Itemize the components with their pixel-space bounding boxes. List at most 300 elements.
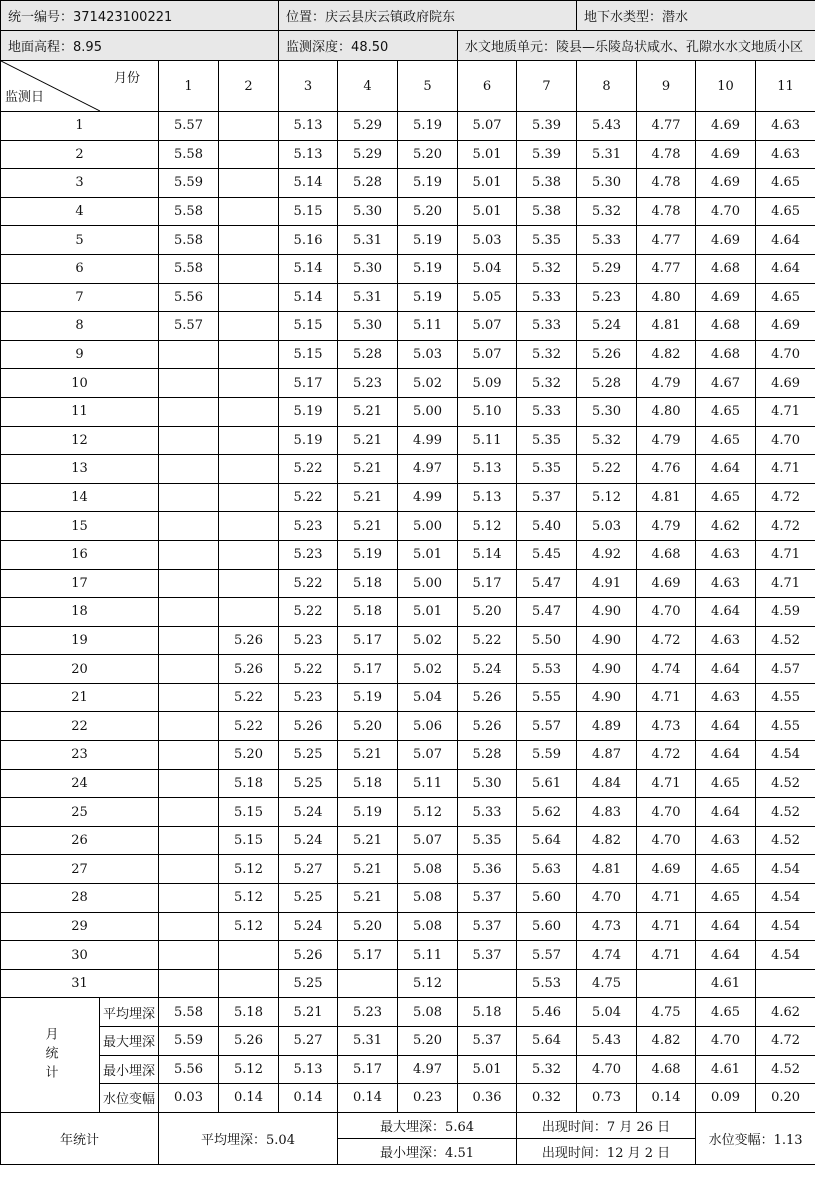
depth-value-cell: 5.04	[398, 683, 458, 712]
depth-value-cell: 5.62	[517, 798, 577, 827]
table-row	[1, 655, 815, 684]
depth-value-cell: 5.14	[279, 283, 338, 312]
depth-value-cell: 4.84	[577, 769, 637, 798]
depth-value-cell	[159, 683, 219, 712]
water-type-cell	[577, 1, 815, 31]
depth-value-cell: 5.13	[458, 455, 517, 484]
depth-value-cell: 5.24	[279, 912, 338, 941]
depth-value-cell: 4.80	[637, 397, 696, 426]
depth-value-cell: 5.02	[398, 369, 458, 398]
depth-value-cell	[219, 140, 279, 169]
depth-value-cell: 5.31	[338, 283, 398, 312]
location-value: 庆云县庆云镇政府院东	[325, 10, 456, 25]
depth-value-cell: 5.15	[219, 826, 279, 855]
depth-value-cell: 4.69	[696, 226, 756, 255]
depth-value-cell: 4.99	[398, 483, 458, 512]
month-header: 7	[517, 61, 577, 112]
monthly-stat-value: 0.14	[637, 1084, 696, 1113]
depth-value-cell: 4.54	[756, 855, 815, 884]
day-label: 4	[1, 197, 159, 226]
depth-value-cell: 4.73	[637, 712, 696, 741]
day-label: 30	[1, 941, 159, 970]
depth-value-cell: 5.21	[338, 455, 398, 484]
depth-value-cell: 5.21	[338, 826, 398, 855]
depth-value-cell: 5.59	[517, 741, 577, 770]
table-row	[1, 969, 815, 998]
depth-value-cell: 5.37	[458, 941, 517, 970]
depth-value-cell	[159, 369, 219, 398]
monthly-stat-value: 0.32	[517, 1084, 577, 1113]
depth-value-cell: 4.64	[696, 598, 756, 627]
monthly-stat-value: 4.97	[398, 1055, 458, 1084]
monthly-stat-value: 5.18	[458, 998, 517, 1027]
depth-value-cell: 4.79	[637, 512, 696, 541]
depth-value-cell: 5.33	[458, 798, 517, 827]
depth-value-cell: 4.71	[637, 769, 696, 798]
serial-label: 统一编号：	[8, 10, 74, 25]
day-label: 31	[1, 969, 159, 998]
depth-label: 监测深度：	[286, 40, 352, 55]
depth-value-cell: 5.26	[458, 712, 517, 741]
depth-value-cell: 5.45	[517, 540, 577, 569]
serial-cell	[1, 1, 279, 31]
depth-value-cell: 4.79	[637, 426, 696, 455]
month-header: 3	[279, 61, 338, 112]
depth-value-cell: 4.70	[637, 798, 696, 827]
table-row	[1, 455, 815, 484]
depth-value-cell: 4.90	[577, 598, 637, 627]
monthly-stat-value: 0.20	[756, 1084, 815, 1113]
day-label: 11	[1, 397, 159, 426]
depth-value-cell: 5.21	[338, 483, 398, 512]
monthly-stat-value: 5.31	[338, 1027, 398, 1056]
depth-value-cell: 5.58	[159, 197, 219, 226]
depth-value-cell: 4.63	[696, 683, 756, 712]
depth-value-cell: 4.62	[696, 512, 756, 541]
monthly-stat-value: 5.46	[517, 998, 577, 1027]
depth-value-cell: 5.26	[458, 683, 517, 712]
yearly-max-depth: 最大埋深：5.64	[338, 1112, 517, 1138]
monthly-stat-value: 0.14	[279, 1084, 338, 1113]
yearly-stat-row	[1, 1112, 815, 1138]
depth-value-cell	[159, 598, 219, 627]
depth-value-cell	[219, 598, 279, 627]
depth-value-cell: 4.68	[696, 312, 756, 341]
depth-value-cell	[159, 741, 219, 770]
depth-value-cell: 4.80	[637, 283, 696, 312]
depth-value-cell	[159, 569, 219, 598]
monthly-stat-value: 5.27	[279, 1027, 338, 1056]
depth-value-cell: 5.07	[398, 741, 458, 770]
depth-value-cell	[219, 226, 279, 255]
depth-value-cell: 5.35	[517, 426, 577, 455]
depth-value-cell: 5.37	[458, 884, 517, 913]
depth-value-cell: 5.22	[219, 712, 279, 741]
depth-value-cell: 4.76	[637, 455, 696, 484]
depth-value-cell: 4.69	[756, 369, 815, 398]
depth-value-cell: 5.20	[458, 598, 517, 627]
monthly-stat-value: 5.37	[458, 1027, 517, 1056]
depth-value-cell: 5.15	[279, 340, 338, 369]
depth-value-cell: 5.12	[398, 969, 458, 998]
depth-value-cell: 5.32	[517, 340, 577, 369]
depth-value-cell: 5.28	[577, 369, 637, 398]
depth-value-cell: 4.64	[696, 455, 756, 484]
depth-value-cell: 5.23	[279, 626, 338, 655]
monthly-stat-value: 4.52	[756, 1055, 815, 1084]
monthly-stat-value: 4.70	[577, 1055, 637, 1084]
depth-value-cell: 4.63	[696, 826, 756, 855]
depth-cell	[279, 31, 458, 61]
depth-value-cell	[159, 941, 219, 970]
depth-value-cell: 5.02	[398, 655, 458, 684]
depth-value-cell: 5.23	[279, 540, 338, 569]
depth-value-cell: 4.70	[577, 884, 637, 913]
depth-value-cell: 5.31	[338, 226, 398, 255]
depth-value-cell: 5.21	[338, 741, 398, 770]
month-header-row	[1, 61, 815, 112]
depth-value-cell: 5.21	[338, 397, 398, 426]
table-row	[1, 769, 815, 798]
depth-value-cell: 5.30	[577, 169, 637, 198]
monthly-stat-label: 水位变幅	[100, 1084, 159, 1113]
depth-value-cell	[756, 969, 815, 998]
day-label: 27	[1, 855, 159, 884]
depth-value-cell: 4.52	[756, 626, 815, 655]
depth-value-cell: 5.19	[398, 169, 458, 198]
depth-value-cell: 4.74	[637, 655, 696, 684]
corner-day-label: 监测日	[5, 90, 45, 105]
depth-value-cell: 4.59	[756, 598, 815, 627]
day-label: 7	[1, 283, 159, 312]
depth-value-cell: 5.07	[458, 340, 517, 369]
depth-value-cell: 5.13	[458, 483, 517, 512]
depth-value-cell: 5.32	[517, 369, 577, 398]
monthly-stat-value: 5.58	[159, 998, 219, 1027]
depth-value-cell: 4.99	[398, 426, 458, 455]
depth-value-cell: 4.72	[756, 483, 815, 512]
location-cell	[279, 1, 577, 31]
day-label: 10	[1, 369, 159, 398]
depth-value-cell: 4.69	[756, 312, 815, 341]
depth-value-cell	[159, 826, 219, 855]
depth-value-cell: 4.78	[637, 169, 696, 198]
depth-value-cell: 5.01	[398, 540, 458, 569]
monthly-stat-value: 5.26	[219, 1027, 279, 1056]
depth-value-cell: 4.75	[577, 969, 637, 998]
depth-value-cell: 4.91	[577, 569, 637, 598]
depth-value-cell: 5.18	[338, 598, 398, 627]
depth-value-cell	[219, 112, 279, 141]
depth-value-cell	[159, 397, 219, 426]
depth-value-cell	[219, 340, 279, 369]
depth-value-cell: 5.19	[398, 254, 458, 283]
depth-value-cell: 5.63	[517, 855, 577, 884]
depth-value-cell: 4.61	[696, 969, 756, 998]
monthly-stat-value: 4.61	[696, 1055, 756, 1084]
depth-value-cell: 5.22	[219, 683, 279, 712]
depth-value-cell: 4.65	[696, 884, 756, 913]
depth-value-cell: 4.87	[577, 741, 637, 770]
hydro-unit-cell	[458, 31, 815, 61]
depth-value-cell: 5.17	[338, 626, 398, 655]
depth-value-cell: 4.64	[696, 941, 756, 970]
depth-value-cell: 4.78	[637, 140, 696, 169]
depth-value-cell: 5.19	[338, 540, 398, 569]
depth-value-cell: 5.22	[279, 598, 338, 627]
depth-value-cell: 4.65	[756, 197, 815, 226]
depth-value-cell: 5.23	[338, 369, 398, 398]
depth-value-cell: 5.17	[279, 369, 338, 398]
depth-value-cell: 5.12	[398, 798, 458, 827]
depth-value-cell: 4.77	[637, 226, 696, 255]
depth-value-cell: 5.19	[279, 426, 338, 455]
depth-value-cell: 5.15	[279, 312, 338, 341]
elevation-cell	[1, 31, 279, 61]
depth-value-cell: 5.22	[279, 569, 338, 598]
monthly-stat-value: 5.20	[398, 1027, 458, 1056]
depth-value-cell	[219, 483, 279, 512]
depth-value-cell: 5.29	[338, 112, 398, 141]
depth-value-cell: 5.14	[279, 254, 338, 283]
depth-value-cell: 5.58	[159, 254, 219, 283]
table-row	[1, 512, 815, 541]
depth-value-cell: 4.63	[756, 140, 815, 169]
day-label: 17	[1, 569, 159, 598]
monthly-stat-value: 5.17	[338, 1055, 398, 1084]
day-label: 6	[1, 254, 159, 283]
table-row	[1, 741, 815, 770]
depth-value-cell: 4.71	[756, 540, 815, 569]
month-header: 9	[637, 61, 696, 112]
depth-value-cell: 5.31	[577, 140, 637, 169]
depth-value-cell: 5.57	[517, 712, 577, 741]
depth-value-cell: 5.10	[458, 397, 517, 426]
day-label: 3	[1, 169, 159, 198]
depth-value-cell	[159, 455, 219, 484]
depth-value-cell: 5.17	[338, 655, 398, 684]
depth-value-cell: 5.60	[517, 884, 577, 913]
depth-value-cell: 5.20	[398, 197, 458, 226]
depth-value-cell: 4.77	[637, 254, 696, 283]
depth-value-cell: 5.20	[219, 741, 279, 770]
depth-value-cell: 4.64	[696, 655, 756, 684]
monthly-stat-value: 4.62	[756, 998, 815, 1027]
depth-value-cell: 4.81	[637, 483, 696, 512]
depth-value-cell: 4.65	[696, 769, 756, 798]
depth-value-cell: 5.36	[458, 855, 517, 884]
depth-value-cell: 5.26	[279, 941, 338, 970]
depth-value-cell: 4.69	[696, 112, 756, 141]
month-header: 8	[577, 61, 637, 112]
monthly-stat-value: 0.14	[219, 1084, 279, 1113]
depth-value-cell: 5.01	[458, 197, 517, 226]
depth-value-cell: 5.19	[398, 226, 458, 255]
day-label: 28	[1, 884, 159, 913]
month-header: 10	[696, 61, 756, 112]
depth-value-cell: 5.53	[517, 969, 577, 998]
monthly-stat-value: 4.75	[637, 998, 696, 1027]
depth-value-cell: 5.09	[458, 369, 517, 398]
monthly-stat-value: 5.59	[159, 1027, 219, 1056]
day-label: 16	[1, 540, 159, 569]
table-row	[1, 254, 815, 283]
monthly-stat-value: 5.13	[279, 1055, 338, 1084]
depth-value-cell	[159, 855, 219, 884]
depth-value-cell: 4.55	[756, 683, 815, 712]
water-type-label: 地下水类型：	[584, 10, 663, 25]
depth-value-cell: 5.39	[517, 112, 577, 141]
depth-value-cell: 5.20	[338, 712, 398, 741]
depth-value-cell: 4.63	[696, 540, 756, 569]
depth-value-cell: 4.73	[577, 912, 637, 941]
depth-value-cell: 4.65	[696, 483, 756, 512]
depth-value-cell: 4.63	[696, 569, 756, 598]
table-row	[1, 540, 815, 569]
yearly-avg-depth: 平均埋深：5.04	[159, 1112, 338, 1164]
depth-value-cell: 5.07	[398, 826, 458, 855]
depth-value-cell: 5.32	[517, 254, 577, 283]
depth-value-cell: 5.40	[517, 512, 577, 541]
depth-value-cell: 5.21	[338, 855, 398, 884]
depth-value-cell: 5.26	[219, 626, 279, 655]
depth-value-cell: 5.23	[279, 512, 338, 541]
depth-value-cell: 4.69	[696, 140, 756, 169]
depth-value-cell: 4.54	[756, 941, 815, 970]
depth-value-cell: 5.24	[279, 826, 338, 855]
depth-value-cell	[219, 283, 279, 312]
depth-value-cell: 5.35	[458, 826, 517, 855]
table-row	[1, 197, 815, 226]
table-row	[1, 798, 815, 827]
depth-value-cell: 5.19	[398, 283, 458, 312]
monthly-stat-value: 0.23	[398, 1084, 458, 1113]
table-row	[1, 712, 815, 741]
table-row	[1, 112, 815, 141]
day-label: 13	[1, 455, 159, 484]
monthly-stat-value: 0.73	[577, 1084, 637, 1113]
depth-value-cell: 4.90	[577, 683, 637, 712]
depth-value-cell: 5.20	[398, 140, 458, 169]
monthly-stat-label: 平均埋深	[100, 998, 159, 1027]
depth-value-cell: 5.37	[517, 483, 577, 512]
monthly-stat-row	[1, 1084, 815, 1113]
corner-month-label: 月份	[113, 71, 140, 86]
depth-value-cell: 5.25	[279, 884, 338, 913]
depth-value-cell: 5.25	[279, 741, 338, 770]
depth-value-cell: 5.03	[458, 226, 517, 255]
table-row	[1, 483, 815, 512]
depth-value-cell: 4.82	[577, 826, 637, 855]
depth-value-cell: 5.02	[398, 626, 458, 655]
depth-value-cell: 5.11	[458, 426, 517, 455]
day-label: 19	[1, 626, 159, 655]
day-label: 15	[1, 512, 159, 541]
monthly-stat-value: 4.82	[637, 1027, 696, 1056]
depth-value-cell	[159, 798, 219, 827]
depth-value-cell: 5.00	[398, 512, 458, 541]
table-row	[1, 884, 815, 913]
depth-value-cell: 4.64	[756, 254, 815, 283]
depth-value-cell: 5.57	[517, 941, 577, 970]
depth-value-cell: 4.64	[696, 798, 756, 827]
depth-value-cell: 5.13	[279, 112, 338, 141]
depth-value-cell: 4.65	[696, 855, 756, 884]
depth-value-cell: 5.16	[279, 226, 338, 255]
depth-value-cell: 5.05	[458, 283, 517, 312]
depth-value-cell: 5.27	[279, 855, 338, 884]
depth-value-cell	[159, 426, 219, 455]
depth-value-cell: 5.24	[577, 312, 637, 341]
depth-value-cell: 4.97	[398, 455, 458, 484]
depth-value-cell: 4.69	[696, 283, 756, 312]
depth-value-cell: 5.39	[517, 140, 577, 169]
header-row-1	[1, 1, 815, 31]
depth-value-cell: 4.68	[696, 254, 756, 283]
depth-value-cell: 5.47	[517, 598, 577, 627]
depth-value-cell: 5.28	[458, 741, 517, 770]
depth-value-cell: 5.17	[338, 941, 398, 970]
depth-value-cell: 5.19	[279, 397, 338, 426]
depth-value-cell: 5.23	[279, 683, 338, 712]
depth-value-cell: 4.90	[577, 655, 637, 684]
depth-value-cell: 5.29	[338, 140, 398, 169]
depth-value-cell: 4.64	[756, 226, 815, 255]
depth-value-cell: 5.00	[398, 397, 458, 426]
depth-value-cell: 5.50	[517, 626, 577, 655]
depth-value-cell: 5.01	[458, 140, 517, 169]
depth-value-cell: 5.24	[458, 655, 517, 684]
elevation-label: 地面高程：	[8, 40, 74, 55]
depth-value-cell: 5.12	[219, 884, 279, 913]
depth-value-cell: 4.81	[577, 855, 637, 884]
header-row-2	[1, 31, 815, 61]
table-row	[1, 312, 815, 341]
table-row	[1, 683, 815, 712]
depth-value-cell: 4.70	[637, 598, 696, 627]
depth-value-cell: 5.38	[517, 169, 577, 198]
depth-value-cell: 5.53	[517, 655, 577, 684]
day-label: 5	[1, 226, 159, 255]
depth-value-cell: 5.60	[517, 912, 577, 941]
depth-value-cell: 4.65	[696, 397, 756, 426]
depth-value-cell: 4.70	[756, 340, 815, 369]
depth-value-cell: 5.24	[279, 798, 338, 827]
table-row	[1, 140, 815, 169]
table-row	[1, 426, 815, 455]
depth-value-cell: 5.30	[338, 197, 398, 226]
depth-value-cell: 4.74	[577, 941, 637, 970]
depth-value-cell	[159, 626, 219, 655]
depth-value-cell: 5.22	[279, 655, 338, 684]
depth-value-cell: 5.12	[219, 855, 279, 884]
monthly-stat-value: 0.09	[696, 1084, 756, 1113]
day-label: 20	[1, 655, 159, 684]
depth-value-cell: 5.38	[517, 197, 577, 226]
yearly-min-depth: 最小埋深：4.51	[338, 1138, 517, 1164]
depth-value: 48.50	[351, 40, 389, 55]
depth-value-cell: 5.43	[577, 112, 637, 141]
depth-value-cell: 4.70	[756, 426, 815, 455]
day-label: 14	[1, 483, 159, 512]
depth-value-cell: 4.68	[637, 540, 696, 569]
depth-value-cell	[159, 912, 219, 941]
table-row	[1, 941, 815, 970]
depth-value-cell: 5.35	[517, 455, 577, 484]
depth-value-cell: 5.11	[398, 769, 458, 798]
depth-value-cell: 5.21	[338, 884, 398, 913]
depth-value-cell: 5.22	[279, 455, 338, 484]
